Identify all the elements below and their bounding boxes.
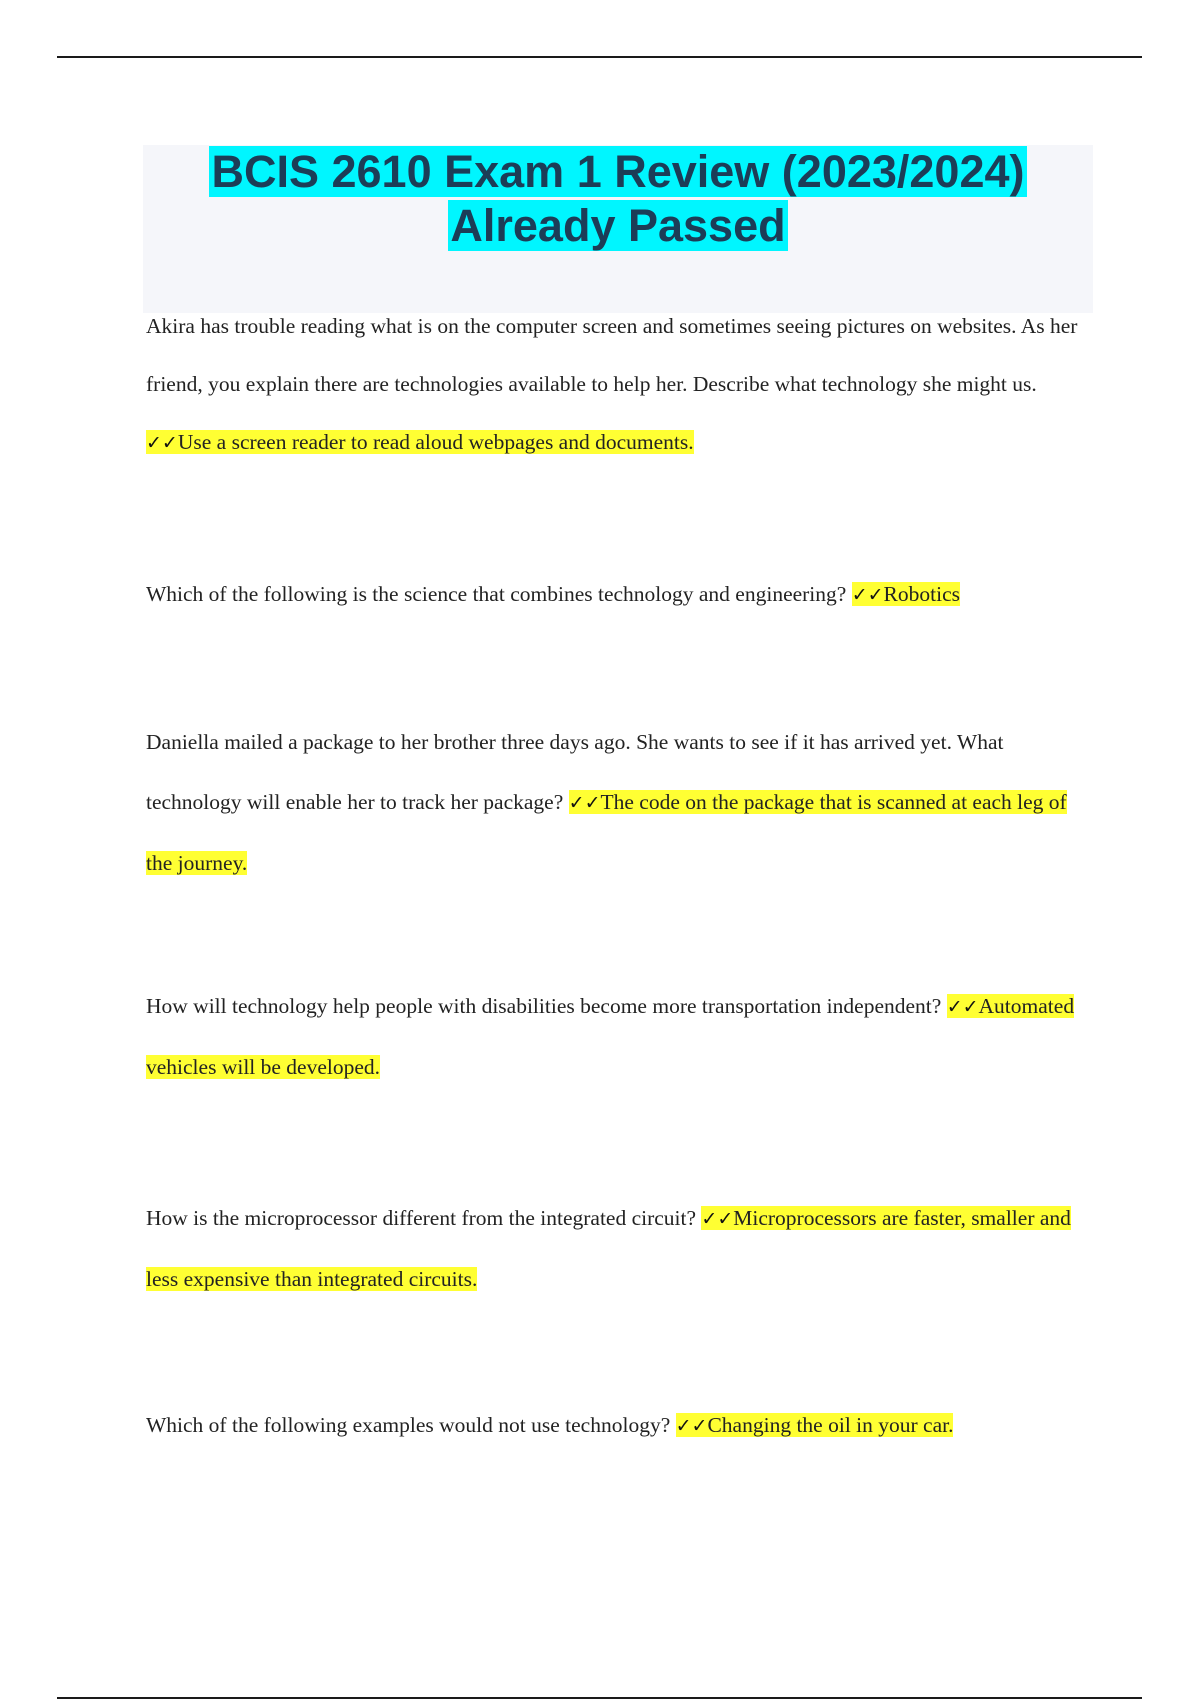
check-mark-icon: ✓✓: [851, 584, 884, 606]
top-rule: [57, 56, 1142, 58]
qa-item-4: [146, 976, 1081, 1097]
answer-text: Automated vehicles will be developed.: [146, 994, 1075, 1079]
check-mark-icon: ✓✓: [946, 996, 979, 1018]
bottom-rule: [57, 1697, 1142, 1699]
answer-text: The code on the package that is scanned at each leg of the journey.: [146, 790, 1067, 875]
answer-highlight: [676, 1413, 954, 1437]
check-mark-icon: ✓✓: [701, 1208, 734, 1230]
qa-item-5: [146, 1188, 1081, 1309]
answer-highlight: [852, 582, 960, 606]
question-text: Which of the following is the science that combines technology and engineering?: [146, 582, 847, 606]
answer-text: Microprocessors are faster, smaller and less expensive than integrated circuits.: [146, 1206, 1071, 1291]
qa-item-6: [146, 1396, 1081, 1455]
question-text: How is the microprocessor different from the integrated circuit?: [146, 1206, 697, 1230]
answer-text: Changing the oil in your car.: [707, 1413, 954, 1437]
qa-item-3: [146, 712, 1081, 893]
title-line-1: BCIS 2610 Exam 1 Review (2023/2024): [211, 146, 1025, 197]
check-mark-icon: ✓✓: [146, 432, 178, 454]
question-text: Which of the following examples would not use technology?: [146, 1413, 671, 1437]
answer-text: Robotics: [883, 582, 960, 606]
question-text: Daniella mailed a package to her brother three days ago. She wants to see if it has arrived yet. What technology will enable her to track her package?: [146, 730, 1004, 814]
answer-text: Use a screen reader to read aloud webpages and documents.: [177, 430, 694, 454]
title-block: [143, 145, 1093, 313]
title-line-2: Already Passed: [450, 200, 786, 251]
check-mark-icon: ✓✓: [675, 1415, 708, 1437]
question-text: Akira has trouble reading what is on the computer screen and sometimes seeing pictures on websites. As her friend, you explain there are technologies available to help her. Describe what technology she might us.: [146, 314, 1078, 396]
check-mark-icon: ✓✓: [568, 792, 601, 814]
qa-item-1: [146, 297, 1081, 472]
document-title: [143, 145, 1093, 253]
answer-highlight: [146, 430, 694, 454]
qa-item-2: [146, 565, 1081, 624]
question-text: How will technology help people with disabilities become more transportation independent?: [146, 994, 942, 1018]
